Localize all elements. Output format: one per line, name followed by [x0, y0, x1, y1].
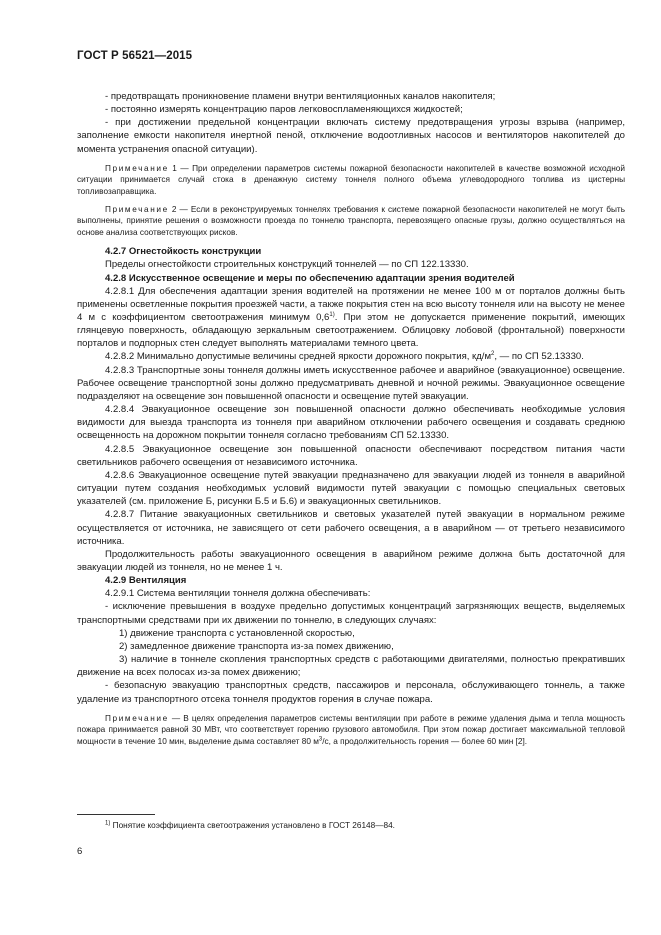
paragraph: 4.2.8.4 Эвакуационное освещение зон повышенной опасности должно обеспечивать необходимые условия видимости для выезда транспорта из тоннеля при аварийном отключении рабочего освещения и создавать среднюю освещенность на дорожном покрытии тоннеля согласно требованиям СП 52.13330.: [77, 404, 625, 442]
note-label: Примечание: [105, 163, 169, 173]
note-text: 1 — При определении параметров системы пожарной безопасности накопителей в качестве возможной исходной ситуации принимается случай стока в дренажную систему тоннеля полного объема углеводородного топлива из цистерны топливозаправщика.: [77, 163, 625, 196]
note-1: [77, 163, 625, 197]
paragraph-text: 4.2.8.1 Для обеспечения адаптации зрения водителей на протяжении не менее 100 м от порталов должны быть применены осветленные покрытия проезжей части, а также покрытия стен на всю высоту тоннеля или на высоту не менее 4 м с коэффициентом светоотражения минимум 0,6: [77, 285, 625, 323]
superscript: 2: [491, 351, 495, 358]
paragraph: [77, 285, 625, 351]
sub-list-item: 1) движение транспорта с установленной скоростью,: [119, 627, 355, 639]
footnote: [105, 820, 395, 831]
page-body: [77, 90, 625, 747]
sub-list-item: 2) замедленное движение транспорта из-за помех движению,: [119, 640, 394, 652]
superscript: 3: [318, 735, 323, 742]
paragraph: Пределы огнестойкости строительных конструкций тоннелей — по СП 122.13330.: [105, 259, 469, 271]
footnote-ref: 1): [329, 311, 335, 318]
note-text: /с, а продолжительность горения — более 60 мин [2].: [322, 736, 528, 746]
list-item: - исключение превышения в воздухе предельно допустимых концентраций загрязняющих веществ, выделяемых транспортными средствами при их движении по тоннелю, в следующих случаях:: [77, 601, 625, 626]
note-2: [77, 204, 625, 238]
page-number: 6: [77, 846, 83, 857]
section-heading: 4.2.7 Огнестойкость конструкции: [105, 246, 262, 258]
list-item: - предотвращать проникновение пламени внутри вентиляционных каналов накопителя;: [105, 91, 496, 102]
footnote-divider: [77, 814, 155, 815]
note-label: Примечание: [105, 713, 169, 723]
list-item: - безопасную эвакуацию транспортных средств, пассажиров и персонала, обслуживающего тоннель, а также удаление из транспортного отсека тоннеля продуктов горения в случае пожара.: [77, 680, 625, 705]
list-item: - постоянно измерять концентрацию паров легковоспламеняющихся жидкостей;: [105, 104, 463, 116]
paragraph-text: , — по СП 52.13330.: [494, 351, 584, 363]
footnote-mark: 1): [105, 820, 111, 827]
section-heading: 4.2.8 Искусственное освещение и меры по обеспечению адаптации зрения водителей: [105, 272, 515, 284]
paragraph: Продолжительность работы эвакуационного освещения в аварийном режиме должна быть достаточной для эвакуации людей из тоннеля, но не менее 1 ч.: [77, 548, 625, 573]
section-heading: 4.2.9 Вентиляция: [105, 575, 187, 587]
footnote-text: Понятие коэффициента светоотражения установлено в ГОСТ 26148—84.: [110, 821, 395, 830]
paragraph: 4.2.8.7 Питание эвакуационных светильников и световых указателей путей эвакуации в нормальном режиме осуществляется от источника, не зависящего от сети рабочего освещения, а в аварийном — от третьего независимого источника.: [77, 509, 625, 547]
paragraph: 4.2.8.6 Эвакуационное освещение путей эвакуации предназначено для эвакуации людей из тоннеля в аварийной ситуации путем создания необходимых условий видимости путей эвакуации с помощью специальных световых указателей (см. приложение Б, рисунки Б.5 и Б.6) и эвакуационных светильников.: [77, 469, 625, 508]
paragraph: 4.2.8.3 Транспортные зоны тоннеля должны иметь искусственное рабочее и аварийное (эвакуационное) освещение. Рабочее освещение транспортной зоны должно предусматривать дневной и ночной режимы. Эвакуационное освещение подразделяют на освещение зон повышенной опасности и освещение путей эвакуации.: [77, 364, 625, 402]
paragraph: 4.2.9.1 Система вентиляции тоннеля должна обеспечивать:: [105, 588, 371, 600]
document-code: ГОСТ Р 56521—2015: [77, 50, 193, 62]
paragraph: [77, 350, 625, 363]
note-text: — В целях определения параметров системы вентиляции при работе в режиме удаления дыма и тепла мощность пожара принимается равной 30 МВт, что соответствует горению грузового автомобиля. При этом пожар достигает максимальной тепловой мощности в течение 10 мин, выделение дыма составляет 80 м: [77, 713, 625, 746]
note-label: Примечание: [105, 205, 169, 214]
paragraph: 4.2.8.5 Эвакуационное освещение зон повышенной опасности обеспечивают посредством питания части светильников рабочего освещения от независимого источника.: [77, 443, 625, 468]
list-item: - при достижении предельной концентрации включать систему предотвращения угрозы взрыва (например, заполнение емкости накопителя инертной пеной, отключение водоотливных насосов и вентиляторов накопителей до момента устранения опасной ситуации).: [77, 117, 625, 155]
note-3: [77, 713, 625, 747]
paragraph-text: 4.2.8.2 Минимально допустимые величины средней яркости дорожного покрытия, кд/м: [105, 351, 492, 363]
paragraph-text: . При этом не допускается применение покрытий, имеющих глянцевую поверхность, обладающую зеркальным светоотражением. Облицовку лобовой (фронтальной) поверхности порталов и подпорных стен следует выполнять материалами темного цвета.: [77, 312, 625, 350]
sub-list-item: 3) наличие в тоннеле скопления транспортных средств с работающими двигателями, полностью прекративших движение на всех полосах из-за помех движению;: [77, 654, 625, 679]
note-text: 2 — Если в реконструируемых тоннелях требования к системе пожарной безопасности накопителей не могут быть выполнены, принятие решения о возможности проезда по тоннелю транспорта, перевозящего опасные грузы, должно осуществляться на основе анализа соответствующих рисков.: [77, 205, 625, 237]
